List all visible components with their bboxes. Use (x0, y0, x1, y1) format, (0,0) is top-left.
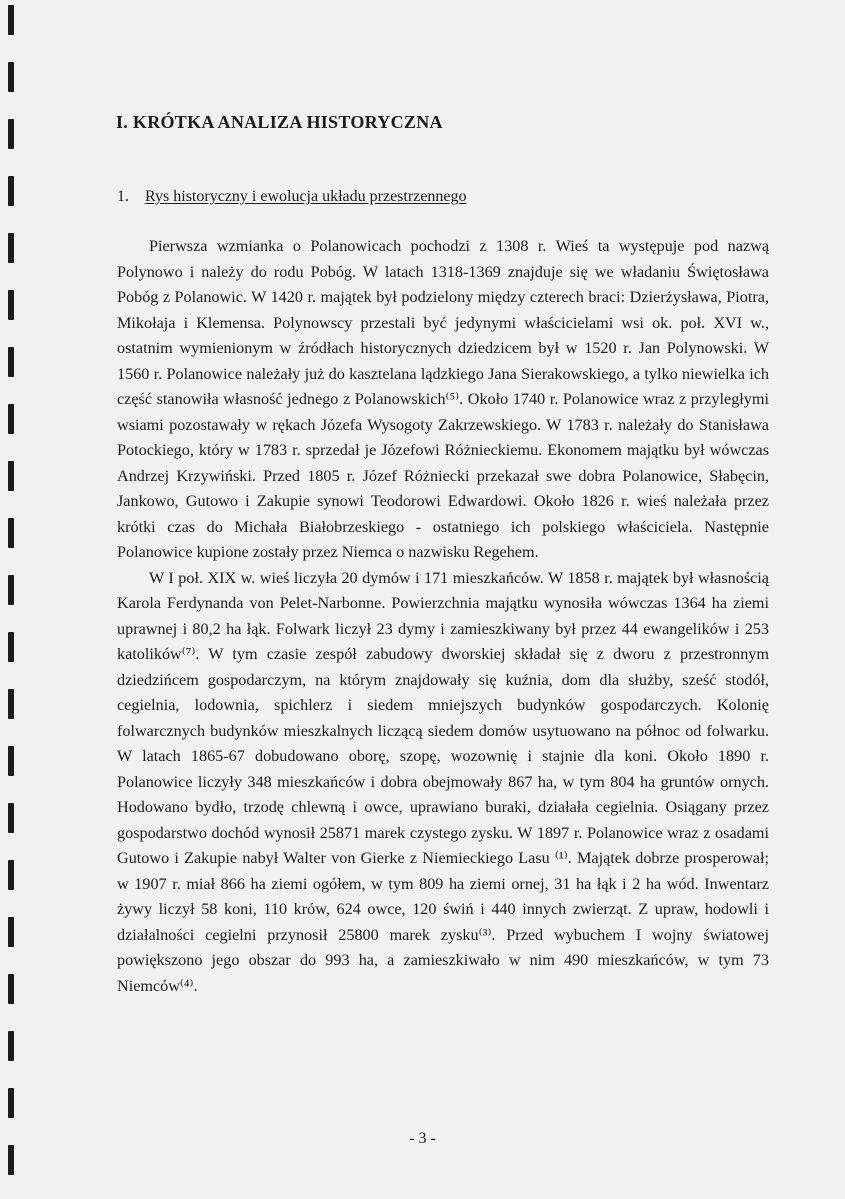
binding-hole (8, 575, 14, 605)
binding-hole (8, 974, 14, 1004)
subsection-number: 1. (117, 188, 129, 205)
page-number: - 3 - (409, 1130, 436, 1147)
binding-hole (8, 860, 14, 890)
binding-hole (8, 461, 14, 491)
binding-hole (8, 632, 14, 662)
binding-hole (8, 176, 14, 206)
binding-hole (8, 1145, 14, 1175)
subsection-title: Rys historyczny i ewolucja układu przestrzennego (145, 188, 467, 205)
binding-hole (8, 290, 14, 320)
binding-hole (8, 347, 14, 377)
binding-hole (8, 917, 14, 947)
body-paragraph: Pierwsza wzmianka o Polanowicach pochodzi z 1308 r. Wieś ta występuje pod nazwą Polynowo i należy do rodu Pobóg. W latach 1318-1369 znajduje się we władaniu Świętosława Pobóg z Polanowic. W 1420 r. majątek był podzielony między czterech braci: Dzierżysława, Piotra, Mikołaja i Klemensa. Polynowscy przestali być jedynymi właścicielami wsi ok. poł. XVI w., ostatnim wymienionym w źródłach historycznych dziedzicem był w 1520 r. Jan Polynowski. W 1560 r. Polanowice należały już do kasztelana lądzkiego Jana Sierakowskiego, a tylko niewielka ich część stanowiła własność jednego z Polanowskich⁽⁵⁾. Około 1740 r. Polanowice wraz z przyległymi wsiami pozostawały w rękach Józefa Wysogoty Zakrzewskiego. W 1783 r. należały do Stanisława Potockiego, który w 1783 r. sprzedał je Józefowi Różnieckiemu. Ekonomem majątku był wówczas Andrzej Krzywiński. Przed 1805 r. Józef Różniecki przekazał swe dobra Polanowice, Słabęcin, Jankowo, Gutowo i Zakupie synowi Teodorowi Edwardowi. Około 1826 r. wieś należała przez krótki czas do Michała Białobrzeskiego - ostatniego ich polskiego właściciela. Następnie Polanowice kupione zostały przez Niemca o nazwisku Regehem. (117, 237, 769, 561)
binding-hole (8, 5, 14, 35)
section-heading: I. KRÓTKA ANALIZA HISTORYCZNA (116, 112, 443, 132)
body-text (117, 234, 769, 999)
binding-hole (8, 689, 14, 719)
binding-hole (8, 518, 14, 548)
binding-hole (8, 233, 14, 263)
binding-hole (8, 1031, 14, 1061)
binding-hole (8, 746, 14, 776)
binding-strip (0, 0, 22, 1199)
binding-hole (8, 119, 14, 149)
body-paragraph: W I poł. XIX w. wieś liczyła 20 dymów i 171 mieszkańców. W 1858 r. majątek był własnością Karola Ferdynanda von Pelet-Narbonne. Powierzchnia majątku wynosiła wówczas 1364 ha ziemi uprawnej i 80,2 ha łąk. Folwark liczył 23 dymy i zamieszkiwany był przez 44 ewangelików i 253 katolików⁽⁷⁾. W tym czasie zespół zabudowy dworskiej składał się z dworu z przestronnym dziedzińcem gospodarczym, na którym znajdowały się kuźnia, dom dla służby, sześć stodół, cegielnia, lodownia, spichlerz i siedem mniejszych budynków gospodarczych. Kolonię folwarcznych budynków mieszkalnych liczącą siedem domów usytuowano na północ od folwarku. W latach 1865-67 dobudowano oborę, szopę, wozownię i stajnie dla koni. Około 1890 r. Polanowice liczyły 348 mieszkańców i dobra obejmowały 867 ha, w tym 804 ha gruntów ornych. Hodowano bydło, trzodę chlewną i owce, uprawiano buraki, działała cegielnia. Osiągany przez gospodarstwo dochód wynosił 25871 marek czystego zysku. W 1897 r. Polanowice wraz z osadami Gutowo i Zakupie nabył Walter von Gierke z Niemieckiego Lasu ⁽¹⁾. Majątek dobrze prosperował; w 1907 r. miał 866 ha ziemi ogółem, w tym 809 ha ziemi ornej, 31 ha łąk i 2 ha wód. Inwentarz żywy liczył 58 koni, 110 krów, 624 owce, 120 świń i 440 innych zwierząt. Z upraw, hodowli i działalności cegielni przynosił 25800 marek zysku⁽³⁾. Przed wybuchem I wojny światowej powiększono jego obszar do 993 ha, a zamieszkiwało w nim 490 mieszkańców, w tym 73 Niemców⁽⁴⁾. (117, 568, 769, 995)
binding-hole (8, 1088, 14, 1118)
binding-hole (8, 404, 14, 434)
subsection-heading (117, 188, 466, 206)
binding-hole (8, 62, 14, 92)
binding-hole (8, 803, 14, 833)
